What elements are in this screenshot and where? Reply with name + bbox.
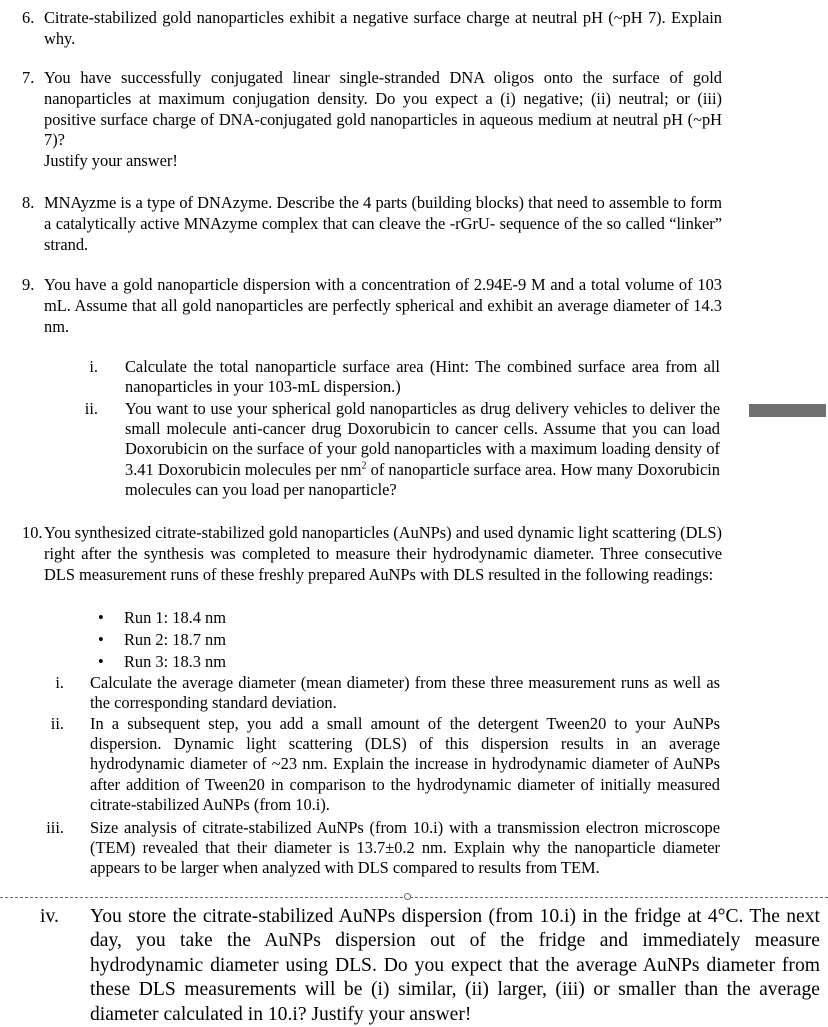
part-numeral: iv. [40, 906, 59, 927]
redaction-bar [749, 404, 826, 417]
question-justify: Justify your answer! [44, 151, 178, 171]
question-10-part-i [44, 673, 720, 713]
part-numeral: ii. [50, 714, 64, 733]
question-7 [22, 68, 722, 172]
question-text: MNAyzme is a type of DNAzyme. Describe the 4 parts (building blocks) that need to assemble to form a catalytically active MNAzyme complex that can cleave the -rGrU- sequence of the so called “linker” strand. [44, 193, 722, 254]
part-numeral: iii. [46, 818, 64, 837]
question-10-part-iii [44, 818, 720, 879]
question-text: You have a gold nanoparticle dispersion with a concentration of 2.94E-9 M and a total volume of 103 mL. Assume that all gold nanoparticles are perfectly spherical and exhibit an average diameter of 14.3 nm. [44, 275, 722, 336]
part-text: Size analysis of citrate-stabilized AuNPs (from 10.i) with a transmission electron microscope (TEM) revealed that their diameter is 13.7±0.2 nm. Explain why the nanoparticle diameter appears to be larger when analyzed with DLS compared to results from TEM. [90, 818, 720, 878]
question-text: Citrate-stabilized gold nanoparticles exhibit a negative surface charge at neutral pH (~pH 7). Explain why. [44, 8, 722, 48]
question-10 [22, 523, 722, 585]
page-break-divider [0, 897, 828, 898]
question-number: 10. [22, 523, 43, 542]
list-item: • Run 1: 18.4 nm [96, 607, 226, 629]
divider-handle [404, 893, 411, 900]
question-number: 8. [22, 193, 35, 212]
question-number: 9. [22, 275, 35, 294]
part-numeral: i. [55, 673, 64, 692]
part-numeral: ii. [84, 399, 98, 418]
list-item: • Run 3: 18.3 nm [96, 651, 226, 673]
part-text: You store the citrate-stabilized AuNPs dispersion (from 10.i) in the fridge at 4°C. The next day, you take the AuNPs dispersion out of the fridge and immediately measure hydrodynamic diameter using DLS. Do you expect that the average AuNPs diameter from these DLS measurements will be (i) similar, (ii) larger, (iii) or smaller than the average diameter calculated in 10.i? Justify your answer! [90, 906, 820, 1025]
question-9 [22, 275, 722, 337]
question-9-part-ii [78, 399, 720, 500]
question-text: You synthesized citrate-stabilized gold nanoparticles (AuNPs) and used dynamic light scattering (DLS) right after the synthesis was completed to measure their hydrodynamic diameter. Three consecutive DLS measurement runs of these freshly prepared AuNPs with DLS resulted in the following readings: [44, 523, 722, 584]
part-text: Calculate the total nanoparticle surface area (Hint: The combined surface area from all nanoparticles in your 103-mL dispersion.) [125, 357, 720, 397]
question-6 [22, 8, 722, 50]
question-9-part-i [78, 357, 720, 397]
part-numeral: i. [89, 357, 98, 376]
question-8 [22, 193, 722, 255]
superscript: 2 [361, 460, 367, 472]
question-text: You have successfully conjugated linear single-stranded DNA oligos onto the surface of gold nanoparticles at maximum conjugation density. Do you expect a (i) negative; (ii) neutral; or (iii) positive surface charge of DNA-conjugated gold nanoparticles in aqueous medium at neutral pH (~pH 7)? [44, 68, 722, 150]
part-text: Calculate the average diameter (mean diameter) from these three measurement runs as well as the corresponding standard deviation. [90, 673, 720, 713]
list-item: • Run 2: 18.7 nm [96, 629, 226, 651]
question-number: 7. [22, 68, 35, 87]
question-10-part-iv [40, 905, 820, 1027]
part-text: You want to use your spherical gold nanoparticles as drug delivery vehicles to deliver the small molecule anti-cancer drug Doxorubicin to cancer cells. Assume that you can load Doxorubicin on the surface of your gold nanoparticles with a maximum loading density of 3.41 Doxorubicin molecules per $nm^2$ of nanoparticle surface area. How many Doxorubicin molecules can you load per nanoparticle? [125, 399, 721, 499]
part-text: In a subsequent step, you add a small amount of the detergent Tween20 to your AuNPs dispersion. Dynamic light scattering (DLS) of this dispersion results in an average hydrodynamic diameter of ~23 nm. Explain the increase in hydrodynamic diameter of AuNPs after addition of Tween20 in comparison to the hydrodynamic diameter of initially measured citrate-stabilized AuNPs (from 10.i). [90, 714, 720, 814]
question-number: 6. [22, 8, 35, 27]
run-list [96, 607, 226, 673]
question-10-part-ii [44, 714, 720, 815]
